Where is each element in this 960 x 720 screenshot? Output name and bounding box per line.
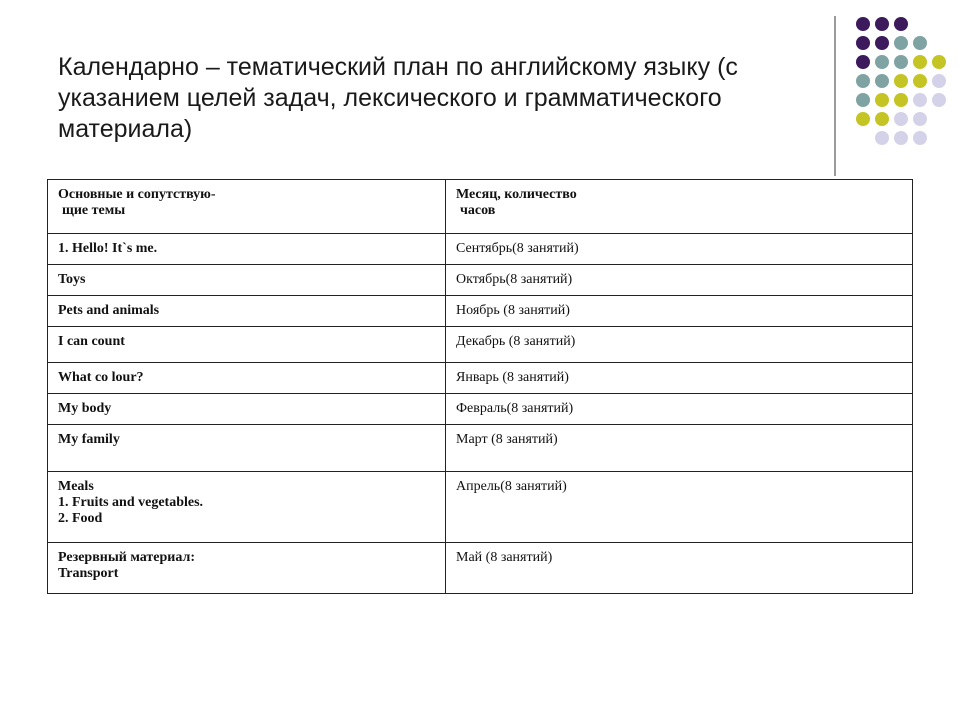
topic-line: Резервный материал: [58, 550, 195, 565]
header-month-line1: Месяц, количество [456, 187, 577, 202]
decorative-dot [913, 74, 927, 88]
decorative-dot [856, 17, 870, 31]
topic-cell [48, 425, 446, 472]
decorative-dot [875, 131, 889, 145]
decorative-dot [856, 74, 870, 88]
decorative-dot [894, 131, 908, 145]
header-topics [48, 180, 446, 234]
decorative-dot [913, 93, 927, 107]
month-cell: Январь (8 занятий) [446, 363, 913, 394]
topic-line: My family [58, 432, 120, 447]
topic-cell [48, 394, 446, 425]
header-topics-line2: щие темы [62, 203, 126, 218]
decorative-dot [932, 74, 946, 88]
month-cell: Февраль(8 занятий) [446, 394, 913, 425]
decorative-dot [894, 112, 908, 126]
topic-line: My body [58, 401, 112, 416]
decorative-dot [875, 74, 889, 88]
decorative-dot [932, 93, 946, 107]
topic-line: 1. Hello! It`s me. [58, 241, 158, 256]
month-cell: Март (8 занятий) [446, 425, 913, 472]
month-cell: Апрель(8 занятий) [446, 472, 913, 543]
table-header-row [48, 180, 913, 234]
topic-line: Pets and animals [58, 303, 160, 318]
decorative-dot [856, 55, 870, 69]
thematic-plan-table [47, 179, 913, 594]
header-month-line2: часов [460, 203, 496, 218]
topic-cell [48, 327, 446, 363]
decorative-dot [894, 17, 908, 31]
month-cell: Май (8 занятий) [446, 543, 913, 594]
topic-cell [48, 234, 446, 265]
decorative-dot [894, 74, 908, 88]
slide-title: Календарно – тематический план по английскому языку (с указанием целей задач, лексического и грамматического материала) [58, 53, 738, 143]
header-month [446, 180, 913, 234]
decorative-dot [913, 36, 927, 50]
vertical-divider [834, 16, 836, 176]
topic-line: 2. Food [58, 511, 103, 526]
month-cell: Декабрь (8 занятий) [446, 327, 913, 363]
table-body [48, 234, 913, 594]
topic-line: 1. Fruits and vegetables. [58, 495, 204, 510]
topic-cell [48, 472, 446, 543]
table-row [48, 425, 913, 472]
decorative-dot [913, 112, 927, 126]
decorative-dot [856, 36, 870, 50]
decorative-dot [856, 93, 870, 107]
topic-cell [48, 265, 446, 296]
topic-cell [48, 543, 446, 594]
decorative-dot [875, 17, 889, 31]
table-row [48, 265, 913, 296]
topic-line: Transport [58, 566, 119, 581]
table-row [48, 394, 913, 425]
topic-line: What co lour? [58, 370, 144, 385]
table-row [48, 543, 913, 594]
header-topics-line1: Основные и сопутствую- [58, 187, 216, 202]
decorative-dot [856, 112, 870, 126]
decorative-dot [894, 55, 908, 69]
table-row [48, 296, 913, 327]
table-row [48, 234, 913, 265]
table-row [48, 363, 913, 394]
decorative-dot [932, 55, 946, 69]
topic-line: Toys [58, 272, 86, 287]
topic-line: Meals [58, 479, 94, 494]
decorative-dot [913, 131, 927, 145]
topic-line: I can count [58, 334, 125, 349]
decorative-dot [875, 112, 889, 126]
decorative-dot [875, 36, 889, 50]
table-row [48, 472, 913, 543]
month-cell: Ноябрь (8 занятий) [446, 296, 913, 327]
decorative-dot [875, 93, 889, 107]
decorative-dot [894, 93, 908, 107]
decorative-dot [894, 36, 908, 50]
decorative-dot [875, 55, 889, 69]
month-cell: Октябрь(8 занятий) [446, 265, 913, 296]
table-row [48, 327, 913, 363]
decorative-dot-grid [850, 14, 950, 154]
topic-cell [48, 363, 446, 394]
decorative-dot [913, 55, 927, 69]
topic-cell [48, 296, 446, 327]
month-cell: Сентябрь(8 занятий) [446, 234, 913, 265]
